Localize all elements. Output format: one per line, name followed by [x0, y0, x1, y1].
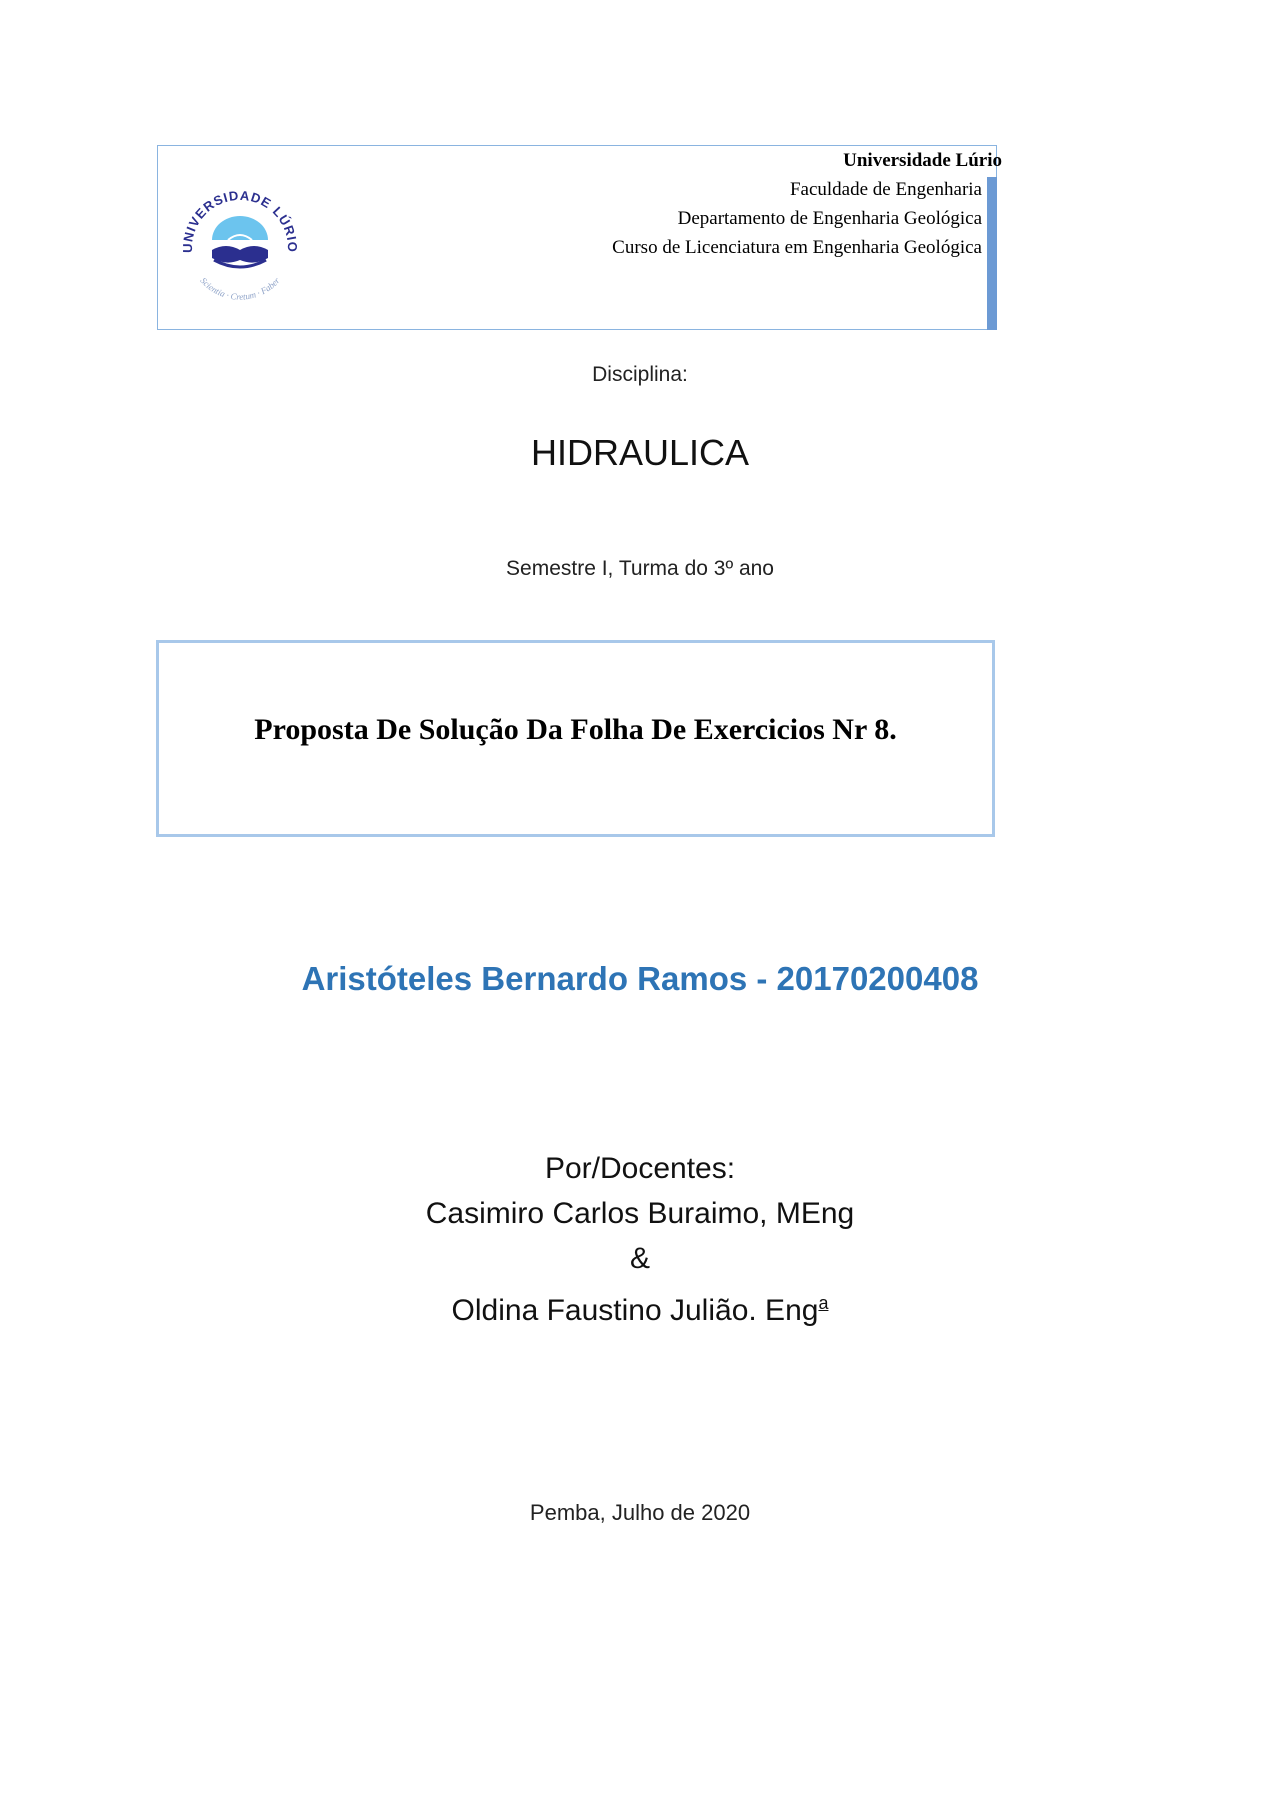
discipline-name: HIDRAULICA — [530, 432, 750, 473]
teacher-2-suffix: a — [818, 1293, 829, 1313]
student-name: Aristóteles Bernardo Ramos - 20170200408 — [301, 960, 979, 997]
course-name: Curso de Licenciatura em Engenharia Geológica — [612, 237, 982, 258]
faculty-name: Faculdade de Engenharia — [789, 179, 982, 200]
logo-arc-text: UNIVERSIDADE LÚRIO — [179, 187, 301, 253]
svg-text:Scientia · Cretum · Faber — [198, 275, 281, 302]
teacher-2-name: Oldina Faustino Julião. Eng — [451, 1294, 819, 1327]
header-accent-bar — [987, 177, 997, 330]
document-title: Proposta De Solução Da Folha De Exercicios Nr 8. — [254, 713, 897, 746]
university-name: Universidade Lúrio — [843, 150, 1002, 171]
semester-info: Semestre I, Turma do 3º ano — [506, 557, 774, 580]
university-logo — [170, 170, 310, 310]
logo-motto: Scientia · Cretum · Faber — [198, 275, 282, 302]
institution-block — [612, 146, 1002, 262]
place-date: Pemba, Julho de 2020 — [529, 1500, 751, 1525]
teacher-1: Casimiro Carlos Buraimo, MEng — [425, 1197, 855, 1230]
docentes-label: Por/Docentes: — [544, 1152, 736, 1185]
department-name: Departamento de Engenharia Geológica — [677, 208, 982, 229]
teacher-2 — [0, 1281, 1280, 1333]
teacher-connector: & — [629, 1242, 650, 1275]
docentes-block — [0, 1146, 1280, 1333]
disciplina-label: Disciplina: — [592, 363, 688, 386]
